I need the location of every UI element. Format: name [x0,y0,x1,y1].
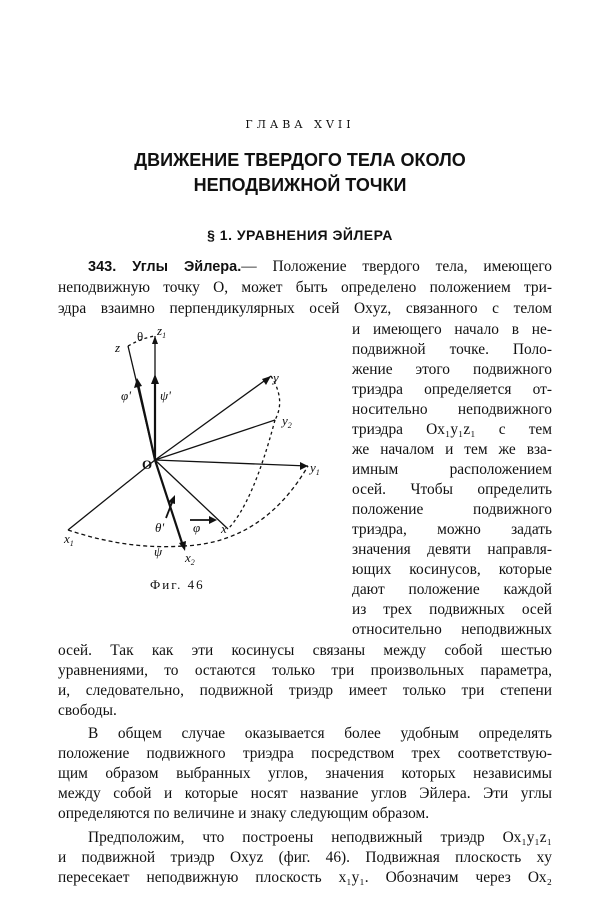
label-origin: O [142,457,153,472]
axis-y [155,376,271,460]
paragraph-line: В общем случае оказывается более удобным определять [88,725,552,742]
svg-text:x2 [184,550,195,567]
label-z1-sub: 1 [162,331,167,340]
paragraph-lead: 343. Углы Эйлера. [88,259,242,275]
paragraph-line: положение подвижного триэдра посредством трех соответствую- [58,745,552,762]
arc-x2-y1 [183,466,308,546]
label-y2: y [282,413,288,428]
label-x2-sub: 2 [190,558,195,567]
wrap-line: имным расположением [352,461,552,478]
svg-text:x1 [63,531,74,548]
label-phi: φ [193,520,201,535]
svg-text:z1 [156,323,166,340]
wrap-line: носительно неподвижного [352,401,552,418]
vector-phi-prime [138,384,155,460]
paragraph-line: между собой и которые носят название углов Эйлера. Эти углы [58,785,552,802]
wrap-line: из трех подвижных осей [352,601,552,618]
wrap-line: ющих косинусов, которые [352,561,552,578]
chapter-title-line-1: ДВИЖЕНИЕ ТВЕРДОГО ТЕЛА ОКОЛО [134,150,466,170]
svg-text:y1 [308,460,320,477]
paragraph-line: и подвижной триэдр Oxyz (фиг. 46). Подвижная плоскость xy [58,849,552,866]
paragraph-line [58,257,552,277]
label-theta-prime: θ' [155,520,165,535]
paragraph-line: щим образом выбранных углов, значения которых независимы [58,765,552,782]
label-z1: z [157,323,163,338]
euler-angles-figure [58,318,348,580]
wrap-line: подвижной точке. Поло- [352,341,552,358]
label-x1-sub: 1 [69,539,74,548]
arrowhead-psi-prime [151,374,159,384]
label-x1: x [64,531,70,546]
wrap-line: и имеющего начало в не- [352,321,552,338]
arc-psi [68,530,183,547]
arrowhead-phi-prime [134,378,142,388]
paragraph-line: эдра взаимно перпендикулярных осей Oxyz, связанного с телом [58,300,552,317]
wrap-line: положение подвижного [352,501,552,518]
chapter-heading: ГЛАВА XVII [245,118,355,131]
wrap-line: жение этого подвижного [352,361,552,378]
paragraph-text: — Положение твердого тела, имеющего [241,258,552,275]
section-heading: § 1. УРАВНЕНИЯ ЭЙЛЕРА [207,227,393,243]
paragraph-line: пересекает неподвижную плоскость x₁y₁. Обозначим через Ox₂ [58,869,552,886]
chapter-title [0,148,600,198]
wrap-line: дают положение каждой [352,581,552,598]
paragraph-line: Предположим, что построены неподвижный триэдр Ox₁y₁z₁ [88,829,552,846]
svg-text:y2 [280,413,292,430]
paragraph-line: и, следовательно, подвижной триэдр имеет только три степени [58,682,552,699]
label-y1-sub: 1 [315,468,320,477]
label-phi-prime: φ' [121,388,131,403]
label-y1: y [310,460,316,475]
paragraph-line: свободы. [58,702,117,719]
paragraph-line: неподвижную точку O, может быть определено положением три- [58,279,552,296]
wrap-line: же началом и тем же вза- [352,441,552,458]
label-theta-top: θ [137,329,144,344]
paragraph-line: уравнениями, то остаются только три произвольных параметра, [58,662,552,679]
arc-y2-x [228,420,275,529]
chapter-title-line-2: НЕПОДВИЖНОЙ ТОЧКИ [193,175,407,195]
wrap-line: триэдра определяется от- [352,381,552,398]
label-z: z [115,340,121,355]
paragraph-line: осей. Так как эти косинусы связаны между собой шестью [58,642,552,659]
wrap-line: триэдра Ox₁y₁z₁ с тем [352,421,552,438]
axis-y1 [155,460,308,466]
label-x: x [221,521,227,536]
arrowhead-y1 [300,462,308,470]
label-x2: x [185,550,191,565]
wrap-line: значения девяти направля- [352,541,552,558]
label-y2-sub: 2 [287,421,292,430]
wrap-line: относительно неподвижных [352,621,552,638]
label-y: y [273,370,279,385]
axis-y2 [155,420,275,460]
wrap-line: осей. Чтобы определить [352,481,552,498]
label-psi-prime: ψ' [160,388,171,403]
wrap-line: триэдра, можно задать [352,521,552,538]
figure-caption: Фиг. 46 [150,577,205,592]
label-psi: ψ [154,544,163,559]
paragraph-line: определяются по величине и знаку следующим образом. [58,805,430,822]
arrowhead-y [262,376,271,385]
